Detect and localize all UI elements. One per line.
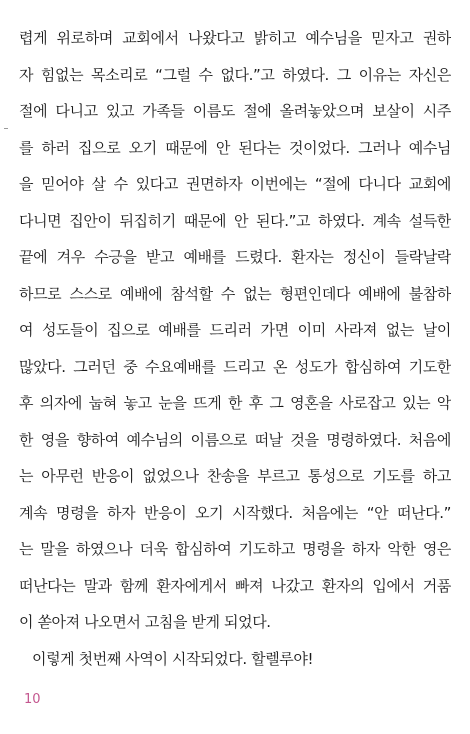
page-number: 10 xyxy=(24,692,41,707)
text-line: 끝에 겨우 수긍을 받고 예배를 드렸다. 환자는 정신이 들락날락 xyxy=(19,248,451,266)
text-line: 한 영을 향하여 예수님의 이름으로 떠날 것을 명령하였다. 처음에 xyxy=(19,430,451,449)
text-line: 를 하러 집으로 오기 때문에 안 된다는 것이었다. 그러나 예수님 xyxy=(19,138,451,157)
text-line: 떠난다는 말과 함께 환자에게서 빠져 나갔고 환자의 입에서 거품 xyxy=(19,576,451,595)
text-line: 자 힘없는 목소리로 “그럴 수 없다.”고 하였다. 그 이유는 자신은 xyxy=(19,65,451,84)
text-line: 렵게 위로하며 교회에서 나왔다고 밝히고 예수님을 믿자고 권하 xyxy=(19,29,451,47)
margin-tick-mark xyxy=(4,128,8,129)
closing-line: 이렇게 첫번째 사역이 시작되었다. 할렐루야! xyxy=(32,649,314,668)
text-line: 절에 다니고 있고 가족들 이름도 절에 올려놓았으며 보살이 시주 xyxy=(19,102,451,120)
text-line: 많았다. 그러던 중 수요예배를 드리고 온 성도가 합심하여 기도한 xyxy=(19,357,451,376)
text-line: 을 믿어야 살 수 있다고 권면하자 이번에는 “절에 다니다 교회에 xyxy=(19,175,451,193)
text-line: 는 아무런 반응이 없었으나 찬송을 부르고 통성으로 기도를 하고 xyxy=(19,467,451,485)
body-text xyxy=(19,20,451,677)
text-line: 후 의자에 눕혀 놓고 눈을 뜨게 한 후 그 영혼을 사로잡고 있는 악 xyxy=(19,394,451,412)
text-line: 는 말을 하였으나 더욱 합심하여 기도하고 명령을 하자 악한 영은 xyxy=(19,540,451,558)
text-line: 여 성도들이 집으로 예배를 드리러 가면 이미 사라져 없는 날이 xyxy=(19,321,451,339)
text-line: 이 쏟아져 나오면서 고침을 받게 되었다. xyxy=(19,613,271,631)
text-line: 다니면 집안이 뒤집히기 때문에 안 된다.”고 하였다. 계속 설득한 xyxy=(19,211,451,230)
text-line: 계속 명령을 하자 반응이 오기 시작했다. 처음에는 “안 떠난다.” xyxy=(19,503,451,522)
text-line: 하므로 스스로 예배에 참석할 수 없는 형편인데다 예배에 불참하 xyxy=(19,284,451,303)
